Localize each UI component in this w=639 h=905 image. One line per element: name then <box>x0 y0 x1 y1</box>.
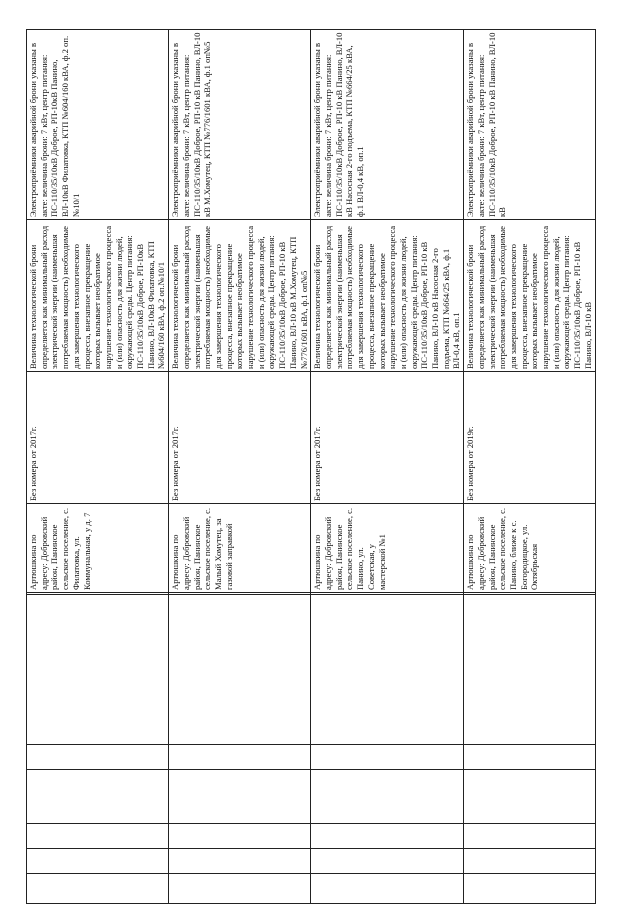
blank-cell <box>169 770 311 824</box>
date-cell: Без номера от 2017г. <box>169 372 311 504</box>
date-cell: Без номера от 2017г. <box>27 372 169 504</box>
address-cell: Артюшкина по адресу: Добровский район, Панинское сельское поселение, с. Филатовка, ул. Коммунальная, у д. 7 <box>27 504 169 593</box>
blank-cell <box>169 874 311 904</box>
table-row <box>169 30 311 904</box>
power-info-cell: Электроприёмники аварийной брони указаны в акте: величина брони: 7 кВт, центр питания: ПС-110/35/10кВ Доброе, РП-10 кВ Панино, ВЛ-10 кВ М.Хомутец, КТП №776/1601 кВА, ф.1 оп№5 <box>169 30 311 220</box>
date-cell: Без номера от 2017г. <box>311 372 464 504</box>
blank-cell <box>169 824 311 849</box>
reservation-table <box>26 29 596 904</box>
blank-cell <box>464 770 595 824</box>
blank-cell <box>311 593 464 595</box>
justification-cell: Величина технологической брони определяется как минимальный расход электрической энергии (наименьшая потребляемая мощность) необходимые для завершения технологического процесса, внезапное прекращение которых вызывает необратимое нарушение технологического процесса и (или) опасность для жизни людей, окружающей среды. Центр питания: ПС-110/35/10кВ Доброе, РП-10 кВ Панино, ВЛ-10 кВ Насосная 2-го подъема, КТП №664/25 кВА, ф.1 ВЛ-0,4 кВ, оп.1 <box>311 220 464 372</box>
justification-cell: Величина технологической брони определяется как минимальный расход электрической энергии (наименьшая потребляемая мощность) необходимые для завершения технологического процесса, внезапное прекращение которых вызывает необратимое нарушение технологического процесса и (или) опасность для жизни людей, окружающей среды. Центр питания: ПС-110/35/10кВ Доброе, РП-10 кВ Панино, ВЛ-10 кВ М.Хомутец, КТП №776/1601 кВА, ф.1 оп№5 <box>169 220 311 372</box>
blank-cell <box>311 849 464 874</box>
blank-cell <box>27 745 169 770</box>
blank-cell <box>27 849 169 874</box>
blank-cell <box>169 595 311 745</box>
table-row <box>311 30 464 904</box>
blank-cell <box>311 770 464 824</box>
blank-cell <box>311 824 464 849</box>
table-row <box>27 30 169 904</box>
blank-cell <box>27 824 169 849</box>
blank-cell <box>27 770 169 824</box>
address-cell: Артюшкина по адресу: Добровский район, Панинское сельское поселение, с. Малый Хомутец, за газовой заправкой <box>169 504 311 593</box>
address-cell: Артюшкина по адресу: Добровский район, Панинское сельское поселение, с. Панино, ближе к с. Богородицкое, ул. Октябрьская <box>464 504 595 593</box>
justification-cell: Величина технологической брони определяется как минимальный расход электрической энергии (наименьшая потребляемая мощность) необходимые для завершения технологического процесса, внезапное прекращение которых вызывает необратимое нарушение технологического процесса и (или) опасность для жизни людей, окружающей среды. Центр питания: ПС-110/35/10кВ Доброе, РП-10кВ Панино, ВЛ-10кВ Филатовка, КТП №604/160 кВА, ф.2 оп.№10/1 <box>27 220 169 372</box>
blank-cell <box>311 874 464 904</box>
blank-cell <box>169 593 311 595</box>
blank-cell <box>464 824 595 849</box>
rotated-table-wrapper <box>26 30 593 904</box>
blank-cell <box>169 849 311 874</box>
blank-cell <box>311 745 464 770</box>
blank-cell <box>27 595 169 745</box>
justification-cell: Величина технологической брони определяется как минимальный расход электрической энергии (наименьшая потребляемая мощность) необходимые для завершения технологического процесса, внезапное прекращение которых вызывает необратимое нарушение технологического процесса и (или) опасность для жизни людей, окружающей среды. Центр питания: ПС-110/35/10кВ Доброе, РП-10 кВ Панино, ВЛ-10 кВ <box>464 220 595 372</box>
blank-cell <box>464 595 595 745</box>
power-info-cell: Электроприёмники аварийной брони указаны в акте: величина брони: 7 кВт, центр питания: ПС-110/35/10кВ Доброе, РП-10кВ Панино, ВЛ-10кВ Филатовка, КТП №604/160 кВА, ф.2 оп.№10/1 <box>27 30 169 220</box>
date-cell: Без номера от 2019г. <box>464 372 595 504</box>
blank-cell <box>27 874 169 904</box>
blank-cell <box>27 593 169 595</box>
power-info-cell: Электроприёмники аварийной брони указаны в акте: величина брони: 7 кВт, центр питания: ПС-110/35/10кВ Доброе, РП-10 кВ Панино, ВЛ-10 кВ Насосная 2-го подъема, КТП №664/25 кВА, ф.1 ВЛ-0,4 кВ, оп.1 <box>311 30 464 220</box>
blank-cell <box>311 595 464 745</box>
blank-cell <box>464 593 595 595</box>
blank-cell <box>464 745 595 770</box>
power-info-cell: Электроприёмники аварийной брони указаны в акте: величина брони: 7 кВт, центр питания: ПС-110/35/10кВ Доброе, РП-10 кВ Панино, ВЛ-10 кВ <box>464 30 595 220</box>
address-cell: Артюшкина по адресу: Добровский район, Панинское сельское поселение, с. Панино, ул. Советская, у мастерской №1 <box>311 504 464 593</box>
blank-cell <box>464 849 595 874</box>
blank-cell <box>169 745 311 770</box>
table-row <box>464 30 595 904</box>
blank-cell <box>464 874 595 904</box>
